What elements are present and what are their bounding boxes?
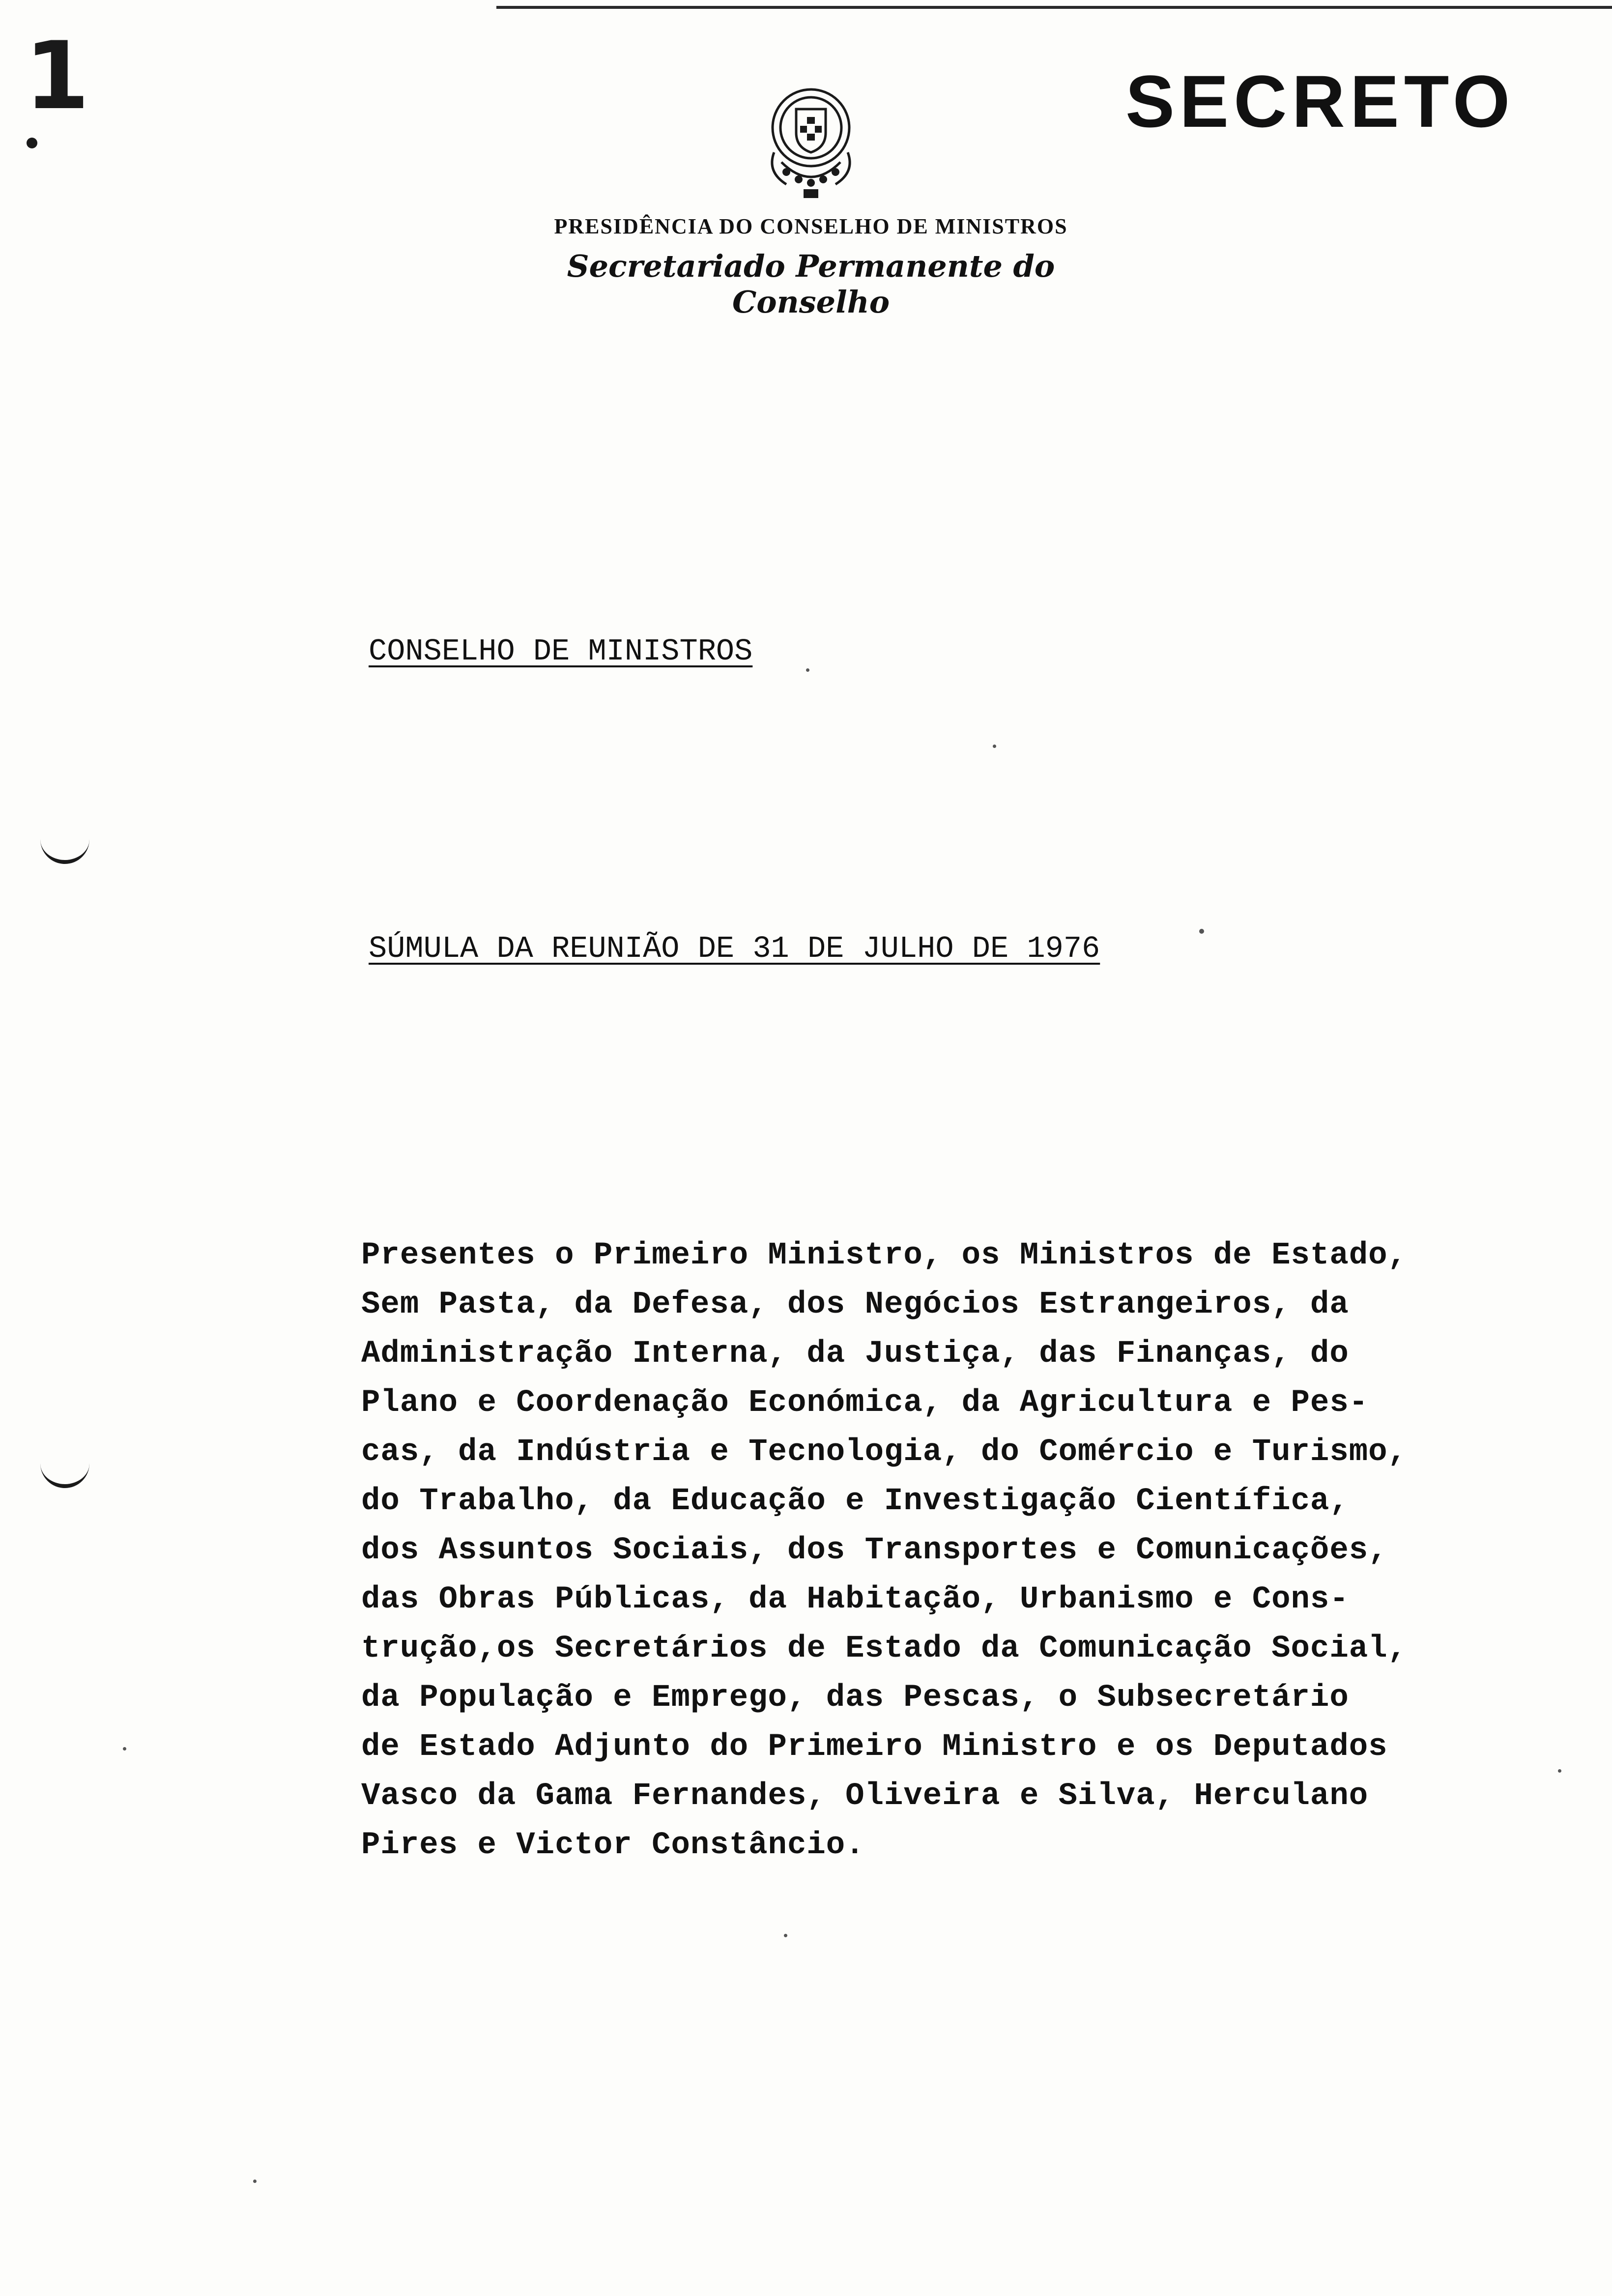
body-line: Presentes o Primeiro Ministro, os Ministros de Estado, [361, 1238, 1407, 1273]
speck [1199, 929, 1204, 934]
body-line: Plano e Coordenação Económica, da Agricultura e Pes- [361, 1385, 1369, 1421]
punch-hole-mark [40, 1455, 89, 1488]
speck [784, 1934, 787, 1937]
punch-hole-mark [40, 831, 89, 864]
body-line: Sem Pasta, da Defesa, dos Negócios Estrangeiros, da [361, 1287, 1349, 1322]
body-line: das Obras Públicas, da Habitação, Urbanismo e Cons- [361, 1582, 1349, 1617]
attendance-paragraph [361, 1231, 1600, 1870]
institution-header: PRESIDÊNCIA DO CONSELHO DE MINISTROS [554, 214, 1068, 238]
body-line: trução,os Secretários de Estado da Comunicação Social, [361, 1631, 1407, 1666]
body-line: do Trabalho, da Educação e Investigação Científica, [361, 1484, 1349, 1519]
margin-dot [27, 138, 37, 148]
body-line: da População e Emprego, das Pescas, o Subsecretário [361, 1680, 1349, 1716]
body-line: cas, da Indústria e Tecnologia, do Comércio e Turismo, [361, 1435, 1407, 1470]
meeting-title: SÚMULA DA REUNIÃO DE 31 DE JULHO DE 1976 [369, 931, 1100, 966]
speck [253, 2180, 257, 2183]
department-subheader: Secretariado Permanente do Conselho [567, 248, 1055, 320]
body-line: de Estado Adjunto do Primeiro Ministro e os Deputados [361, 1729, 1388, 1765]
portuguese-coat-of-arms-icon [752, 79, 870, 201]
body-line: Pires e Victor Constâncio. [361, 1828, 865, 1863]
body-line: Administração Interna, da Justiça, das Finanças, do [361, 1336, 1349, 1372]
body-line: Vasco da Gama Fernandes, Oliveira e Silva, Herculano [361, 1779, 1369, 1814]
speck [123, 1747, 126, 1751]
top-rule [496, 6, 1612, 9]
speck [806, 668, 809, 672]
margin-annotation: 1 [25, 22, 90, 130]
speck [993, 745, 996, 748]
body-line: dos Assuntos Sociais, dos Transportes e Comunicações, [361, 1533, 1388, 1568]
document-heading: CONSELHO DE MINISTROS [369, 634, 753, 669]
classification-stamp: SECRETO [1125, 60, 1515, 143]
